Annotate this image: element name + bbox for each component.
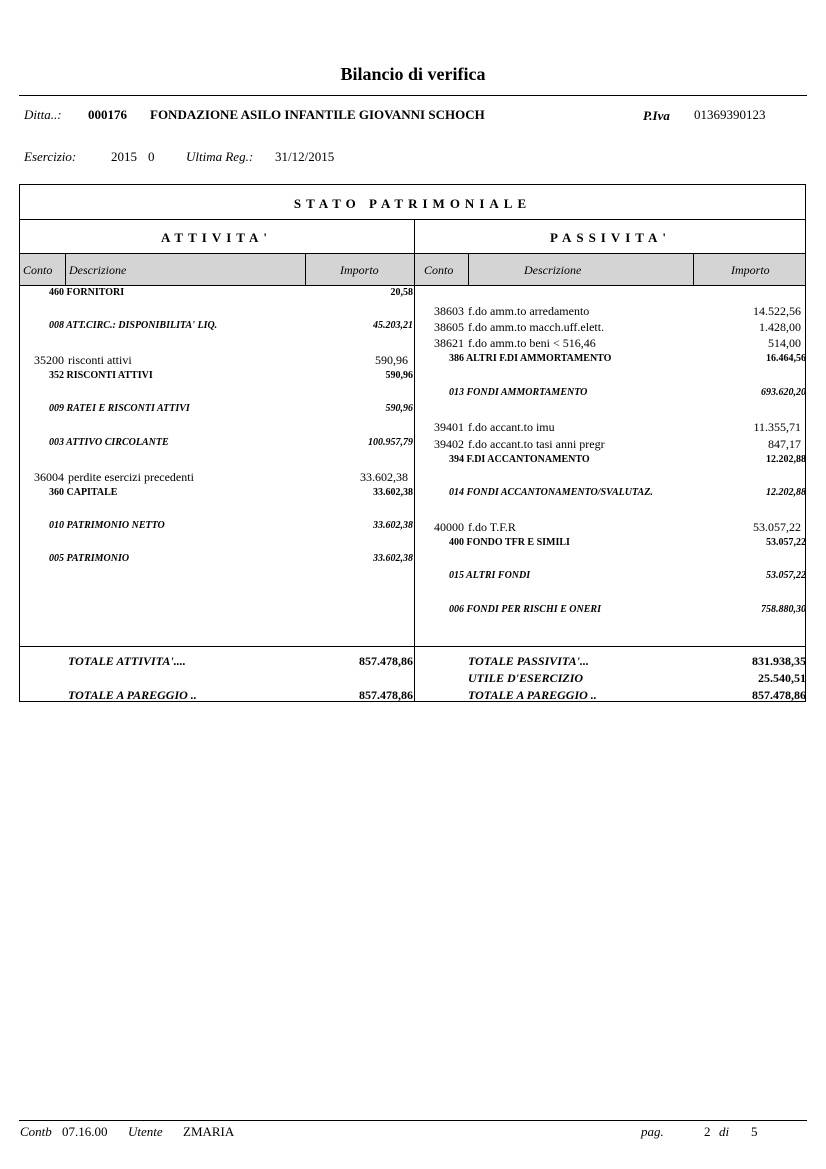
passivita-row-desc: 015 ALTRI FONDI bbox=[449, 570, 531, 581]
center-divider bbox=[414, 219, 415, 702]
passivita-row-desc: 013 FONDI AMMORTAMENTO bbox=[449, 387, 588, 398]
passivita-row-conto: 38603 bbox=[434, 304, 464, 318]
passivita-row-amount: 12.202,88 bbox=[766, 454, 806, 465]
utile-value: 25.540,51 bbox=[758, 671, 806, 685]
total-pareggio-left-value: 857.478,86 bbox=[359, 688, 413, 702]
section-divider bbox=[19, 219, 806, 220]
attivita-row-desc: 003 ATTIVO CIRCOLANTE bbox=[49, 437, 169, 448]
passivita-col-descrizione: Descrizione bbox=[524, 263, 582, 277]
passivita-row-desc: 394 F.DI ACCANTONAMENTO bbox=[449, 454, 590, 465]
piva-value: 01369390123 bbox=[694, 107, 766, 122]
utile-label: UTILE D'ESERCIZIO bbox=[468, 671, 584, 685]
esercizio-label: Esercizio: bbox=[24, 149, 77, 164]
total-passivita-label: TOTALE PASSIVITA'... bbox=[468, 654, 589, 668]
passivita-col-importo: Importo bbox=[731, 263, 770, 277]
footer-contb-value: 07.16.00 bbox=[62, 1124, 108, 1139]
attivita-row-conto: 35200 bbox=[34, 353, 64, 367]
attivita-row-amount: 590,96 bbox=[385, 370, 413, 381]
passivita-row-desc: f.do T.F.R bbox=[468, 520, 516, 534]
passivita-row-amount: 1.428,00 bbox=[759, 320, 801, 334]
ditta-name: FONDAZIONE ASILO INFANTILE GIOVANNI SCHOCH bbox=[150, 107, 485, 122]
attivita-row-desc: 005 PATRIMONIO bbox=[49, 553, 130, 564]
footer-divider bbox=[19, 1120, 807, 1121]
passivita-row-amount: 758.880,30 bbox=[761, 604, 806, 615]
passivita-row-conto: 40000 bbox=[434, 520, 464, 534]
footer-utente-value: ZMARIA bbox=[183, 1124, 235, 1139]
attivita-title: ATTIVITA' bbox=[161, 230, 272, 245]
col-sep-1 bbox=[65, 254, 66, 285]
attivita-row-amount: 45.203,21 bbox=[373, 320, 413, 331]
passivita-row-conto: 38621 bbox=[434, 336, 464, 350]
passivita-row-amount: 53.057,22 bbox=[766, 570, 806, 581]
section-title: STATO PATRIMONIALE bbox=[293, 196, 532, 211]
total-pareggio-right-label: TOTALE A PAREGGIO .. bbox=[468, 688, 597, 702]
passivita-row-amount: 12.202,88 bbox=[766, 487, 806, 498]
passivita-row-amount: 53.057,22 bbox=[766, 537, 806, 548]
col-sep-3 bbox=[468, 254, 469, 285]
attivita-col-importo: Importo bbox=[340, 263, 379, 277]
passivita-row-amount: 14.522,56 bbox=[753, 304, 801, 318]
column-header-divider bbox=[19, 285, 806, 286]
attivita-row-desc: 008 ATT.CIRC.: DISPONIBILITA' LIQ. bbox=[49, 320, 218, 331]
total-passivita-value: 831.938,35 bbox=[752, 654, 806, 668]
attivita-row-amount: 33.602,38 bbox=[373, 520, 413, 531]
col-sep-4 bbox=[693, 254, 694, 285]
passivita-row-desc: 386 ALTRI F.DI AMMORTAMENTO bbox=[449, 353, 612, 364]
attivita-row-conto: 36004 bbox=[34, 470, 64, 484]
total-attivita-label: TOTALE ATTIVITA'.... bbox=[68, 654, 186, 668]
passivita-row-amount: 693.620,20 bbox=[761, 387, 806, 398]
footer-utente-label: Utente bbox=[128, 1124, 163, 1139]
total-pareggio-right-value: 857.478,86 bbox=[752, 688, 806, 702]
passivita-row-desc: f.do amm.to beni < 516,46 bbox=[468, 336, 596, 350]
attivita-row-desc: risconti attivi bbox=[68, 353, 132, 367]
footer-contb-label: Contb bbox=[20, 1124, 52, 1139]
attivita-row-desc: 360 CAPITALE bbox=[49, 487, 118, 498]
passivita-row-desc: 400 FONDO TFR E SIMILI bbox=[449, 537, 570, 548]
attivita-row-desc: 009 RATEI E RISCONTI ATTIVI bbox=[49, 403, 190, 414]
col-sep-5 bbox=[805, 254, 806, 285]
passivita-row-amount: 514,00 bbox=[768, 336, 801, 350]
passivita-row-amount: 11.355,71 bbox=[753, 420, 801, 434]
attivita-col-descrizione: Descrizione bbox=[69, 263, 127, 277]
attivita-row-amount: 33.602,38 bbox=[373, 553, 413, 564]
attivita-row-desc: 460 FORNITORI bbox=[49, 287, 125, 298]
attivita-col-conto: Conto bbox=[23, 263, 53, 277]
footer-pag-label: pag. bbox=[641, 1124, 664, 1139]
passivita-row-desc: f.do accant.to tasi anni pregr bbox=[468, 437, 605, 451]
passivita-row-amount: 16.464,56 bbox=[766, 353, 806, 364]
ultima-reg-label: Ultima Reg.: bbox=[186, 149, 254, 164]
attivita-row-desc: 010 PATRIMONIO NETTO bbox=[49, 520, 165, 531]
attivita-row-amount: 33.602,38 bbox=[373, 487, 413, 498]
totals-divider bbox=[19, 646, 806, 647]
footer-di-label: di bbox=[719, 1124, 730, 1139]
ultima-reg-value: 31/12/2015 bbox=[275, 149, 335, 164]
total-pareggio-left-label: TOTALE A PAREGGIO .. bbox=[68, 688, 197, 702]
passivita-row-conto: 39401 bbox=[434, 420, 464, 434]
title-divider bbox=[19, 95, 807, 96]
attivita-row-amount: 33.602,38 bbox=[360, 470, 408, 484]
passivita-row-desc: f.do amm.to arredamento bbox=[468, 304, 590, 318]
ditta-code: 000176 bbox=[88, 107, 127, 122]
total-attivita-value: 857.478,86 bbox=[359, 654, 413, 668]
attivita-row-amount: 590,96 bbox=[385, 403, 413, 414]
passivita-row-desc: f.do accant.to imu bbox=[468, 420, 555, 434]
attivita-row-amount: 20,58 bbox=[390, 287, 413, 298]
ditta-label: Ditta..: bbox=[24, 107, 62, 122]
attivita-row-amount: 100.957,79 bbox=[368, 437, 413, 448]
passivita-row-desc: 006 FONDI PER RISCHI E ONERI bbox=[449, 604, 601, 615]
passivita-col-conto: Conto bbox=[424, 263, 454, 277]
esercizio-num: 0 bbox=[148, 149, 155, 164]
passivita-row-desc: 014 FONDI ACCANTONAMENTO/SVALUTAZ. bbox=[449, 487, 653, 498]
footer-page-total: 5 bbox=[751, 1124, 758, 1139]
col-sep-2 bbox=[305, 254, 306, 285]
passivita-row-amount: 847,17 bbox=[768, 437, 801, 451]
attivita-row-desc: perdite esercizi precedenti bbox=[68, 470, 194, 484]
piva-label: P.Iva bbox=[643, 108, 670, 123]
passivita-row-conto: 39402 bbox=[434, 437, 464, 451]
attivita-row-desc: 352 RISCONTI ATTIVI bbox=[49, 370, 153, 381]
esercizio-year: 2015 bbox=[111, 149, 137, 164]
passivita-row-amount: 53.057,22 bbox=[753, 520, 801, 534]
passivita-title: PASSIVITA' bbox=[549, 230, 672, 245]
passivita-row-conto: 38605 bbox=[434, 320, 464, 334]
passivita-row-desc: f.do amm.to macch.uff.elett. bbox=[468, 320, 605, 334]
attivita-row-amount: 590,96 bbox=[375, 353, 408, 367]
page-title: Bilancio di verifica bbox=[340, 64, 486, 84]
footer-page-num: 2 bbox=[704, 1124, 711, 1139]
